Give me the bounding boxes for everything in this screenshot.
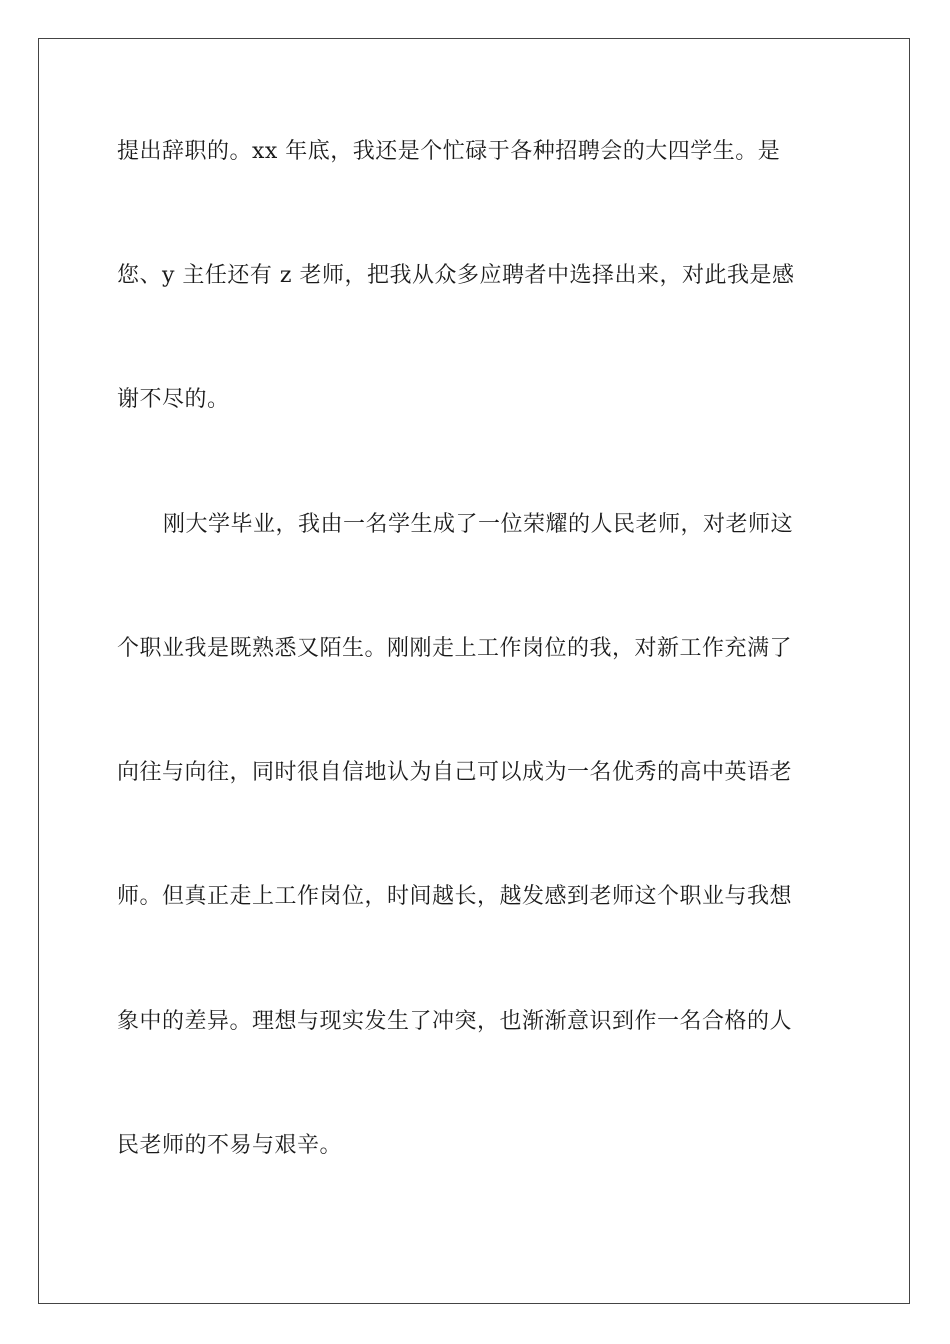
page-border [38,38,910,1304]
paragraph-1-line-2: 您、y 主任还有 z 老师，把我从众多应聘者中选择出来，对此我是感 [117,263,795,288]
paragraph-2-line-5: 象中的差异。理想与现实发生了冲突，也渐渐意识到作一名合格的人 [117,1009,793,1034]
paragraph-2-line-3: 向往与向往，同时很自信地认为自己可以成为一名优秀的高中英语老 [117,760,793,785]
paragraph-2-line-1: 刚大学毕业，我由一名学生成了一位荣耀的人民老师，对老师这 [163,512,794,537]
paragraph-2-line-4: 师。但真正走上工作岗位，时间越长，越发感到老师这个职业与我想 [117,884,793,909]
paragraph-2-line-6: 民老师的不易与艰辛。 [117,1133,343,1158]
paragraph-1-line-3: 谢不尽的。 [117,387,230,412]
paragraph-1-line-1: 提出辞职的。xx 年底，我还是个忙碌于各种招聘会的大四学生。是 [117,139,781,164]
paragraph-2-line-2: 个职业我是既熟悉又陌生。刚刚走上工作岗位的我，对新工作充满了 [117,636,793,661]
